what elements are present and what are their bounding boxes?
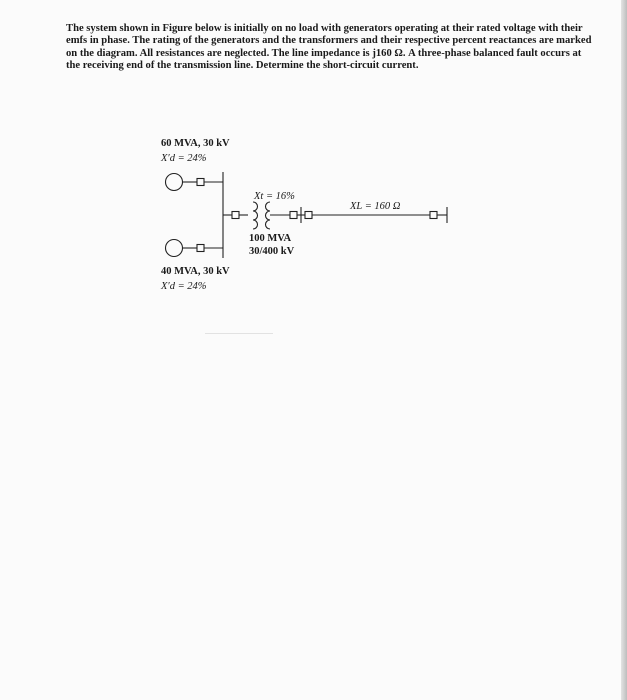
gen2-breaker xyxy=(197,245,204,252)
gen1-reactance-label: X′d = 24% xyxy=(161,153,207,164)
line-sending-breaker xyxy=(290,212,297,219)
gen2-symbol xyxy=(166,240,183,257)
transformer-voltage-label: 30/400 kV xyxy=(249,246,295,257)
gen1-symbol xyxy=(166,174,183,191)
problem-statement: The system shown in Figure below is initially on no load with generators operating at their rated voltage with their emfs in phase. The rating of the generators and the transformers and their respective percent reactances are marked on the diagram. All resistances are neglected. The line impedance is j160 Ω. A three-phase balanced fault occurs at the receiving end of the transmission line. Determine the short-circuit current. xyxy=(66,22,592,72)
transformer-secondary-winding xyxy=(266,202,271,229)
line-receiving-breaker xyxy=(430,212,437,219)
gen1-breaker xyxy=(197,179,204,186)
faint-divider xyxy=(205,333,273,334)
transformer-mva-label: 100 MVA xyxy=(249,233,292,244)
gen2-rating-label: 40 MVA, 30 kV xyxy=(161,266,230,277)
line-reactance-label: XL = 160 Ω xyxy=(350,201,401,212)
transformer-primary-winding xyxy=(253,202,258,229)
gen1-rating-label: 60 MVA, 30 kV xyxy=(161,138,230,149)
line-breaker xyxy=(305,212,312,219)
transformer-primary-breaker xyxy=(232,212,239,219)
gen2-reactance-label: X′d = 24% xyxy=(161,281,207,292)
transformer-reactance-label: Xt = 16% xyxy=(254,191,295,202)
